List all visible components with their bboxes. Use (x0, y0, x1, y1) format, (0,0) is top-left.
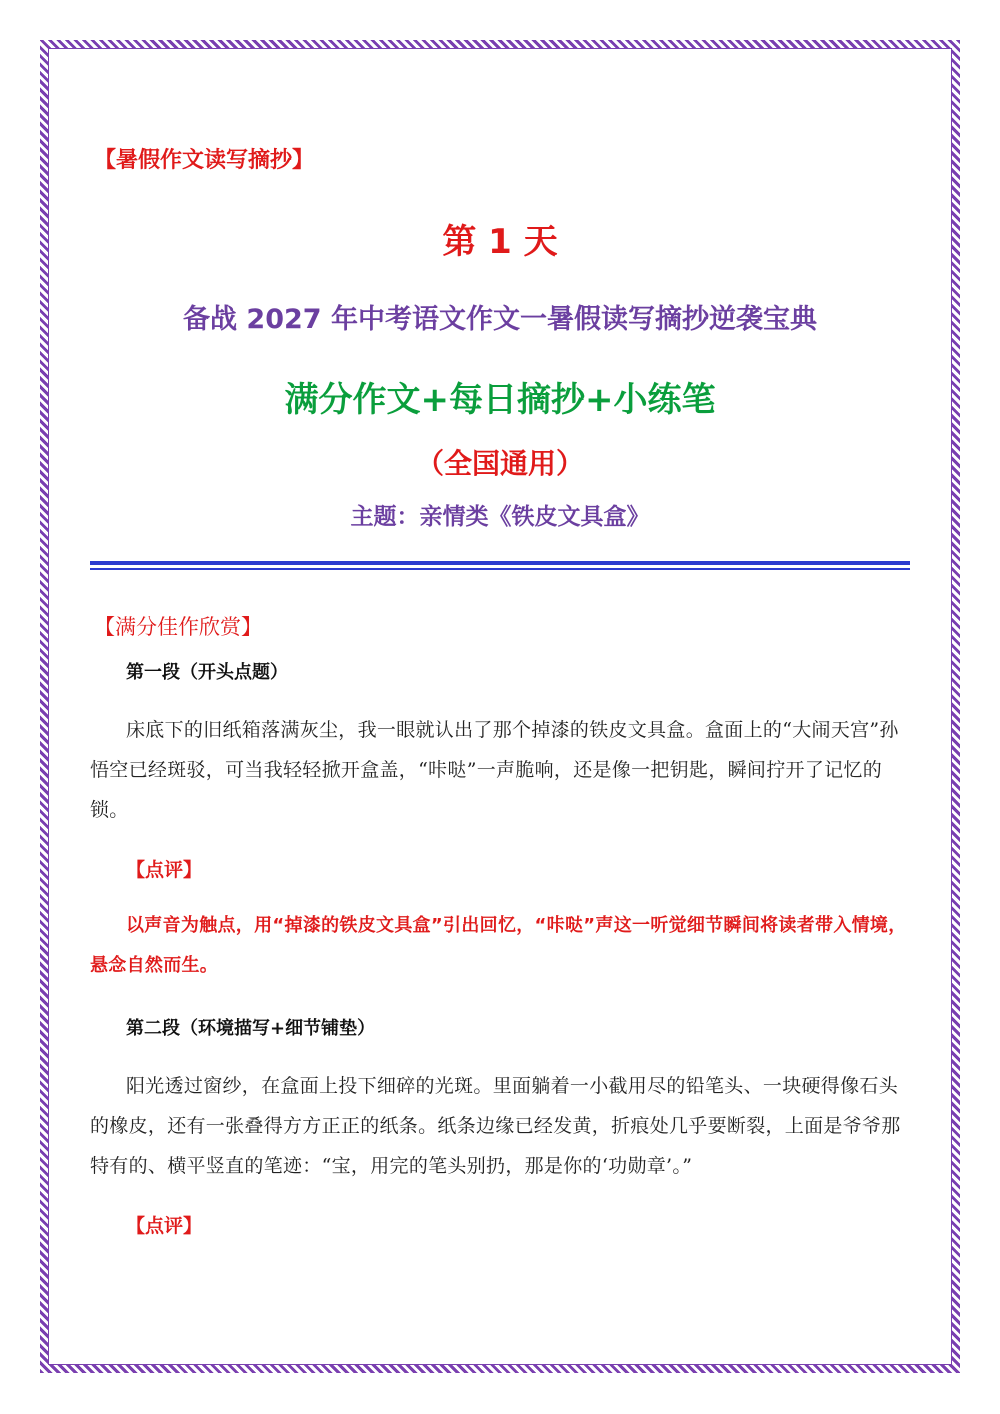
main-title: 备战 2027 年中考语文作文一暑假读写摘抄逆袭宝典 (183, 304, 817, 335)
section-title: 【满分佳作欣赏】 (94, 615, 262, 639)
paragraph-text: 床底下的旧纸箱落满灰尘，我一眼就认出了那个掉漆的铁皮文具盒。盒面上的“大闹天宫”孙悟空已经斑驳，可当我轻轻掀开盒盖，“咔哒”一声脆响，还是像一把钥匙，瞬间拧开了记忆的锁。 (90, 719, 899, 821)
comment-label: 【点评】 (126, 1215, 203, 1237)
theme-label: 主题：亲情类《铁皮文具盒》 (350, 504, 650, 530)
comment-label: 【点评】 (126, 859, 203, 881)
header-tag: 【暑假作文读写摘抄】 (94, 148, 315, 173)
subtitle: 满分作文+每日摘抄+小练笔 (284, 380, 716, 420)
title-divider (90, 561, 910, 565)
paragraph-heading: 第二段（环境描写+细节铺垫） (126, 1018, 376, 1039)
comment-text: 以声音为触点，用“掉漆的铁皮文具盒”引出回忆，“咔哒”声这一听觉细节瞬间将读者带入情境，悬念自然而生。 (90, 915, 907, 976)
paragraph-heading: 第一段（开头点题） (126, 662, 288, 683)
title-divider-thin (90, 568, 910, 570)
scope-label: （全国通用） (415, 447, 584, 480)
paragraph-text: 阳光透过窗纱，在盒面上投下细碎的光斑。里面躺着一小截用尽的铅笔头、一块硬得像石头的橡皮，还有一张叠得方方正正的纸条。纸条边缘已经发黄，折痕处几乎要断裂，上面是爷爷那特有的、横平竖直的笔迹：“宝，用完的笔头别扔，那是你的‘功勋章’。” (90, 1075, 901, 1177)
day-title: 第 1 天 (442, 222, 558, 262)
